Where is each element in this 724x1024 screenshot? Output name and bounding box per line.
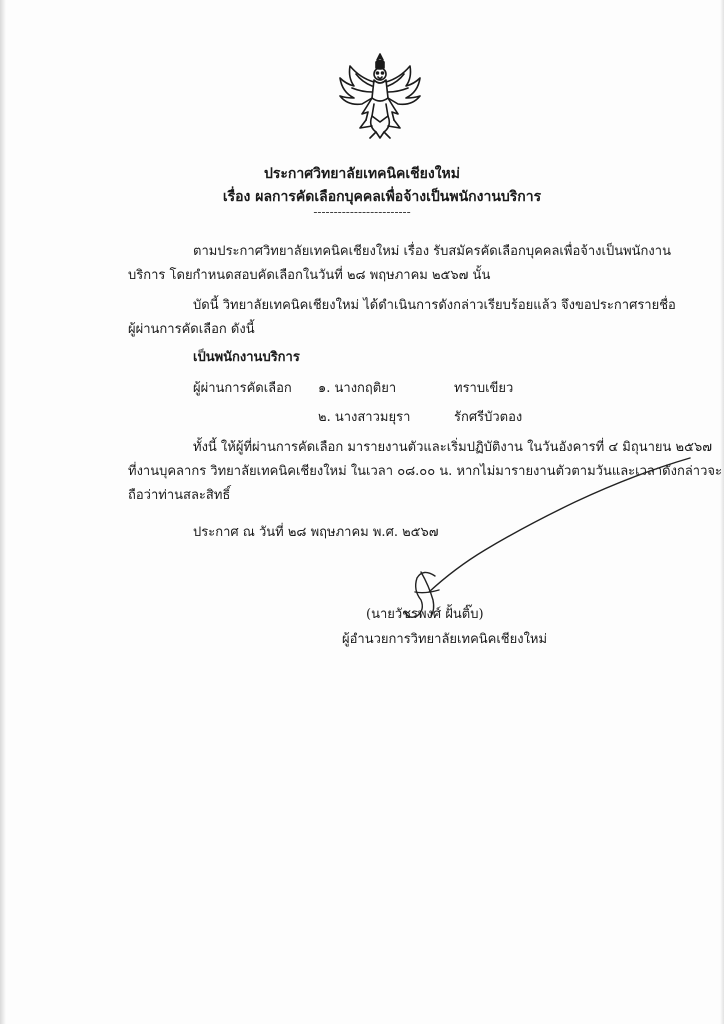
list-label: ผู้ผ่านการคัดเลือก [193,381,292,396]
paragraph-3-line-2: ที่งานบุคลากร วิทยาลัยเทคนิคเชียงใหม่ ในเวลา ๐๘.๐๐ น. หากไม่มารายงานตัวตามวันและเวลาดังกล่าวจะ [128,464,722,479]
candidate-1-name: ๑. นางกฤติยา [318,381,397,396]
candidate-2-surname: รักศรีบัวตอง [454,410,523,425]
signatory-name: (นายวัชรพงศ์ ฝั้นติ๊บ) [366,607,484,622]
title-separator: ------------------------ [313,205,411,219]
scan-edge-right [720,0,724,1024]
paragraph-2-line-2: ผู้ผ่านการคัดเลือก ดังนี้ [128,322,255,337]
paragraph-1-line-2: บริการ โดยกำหนดสอบคัดเลือกในวันที่ ๒๘ พฤษภาคม ๒๕๖๗ นั้น [128,268,491,283]
section-heading: เป็นพนักงานบริการ [193,350,300,365]
announcement-date: ประกาศ ณ วันที่ ๒๘ พฤษภาคม พ.ศ. ๒๕๖๗ [193,525,439,540]
announcement-title: ประกาศวิทยาลัยเทคนิคเชียงใหม่ [263,166,461,182]
candidate-2-name: ๒. นางสาวมยุรา [318,410,411,425]
signatory-position: ผู้อำนวยการวิทยาลัยเทคนิคเชียงใหม่ [342,632,548,647]
announcement-subject: เรื่อง ผลการคัดเลือกบุคคลเพื่อจ้างเป็นพนักงานบริการ [222,189,542,205]
candidate-1-surname: ทราบเขียว [454,381,514,396]
paragraph-1-line-1: ตามประกาศวิทยาลัยเทคนิคเชียงใหม่ เรื่อง รับสมัครคัดเลือกบุคคลเพื่อจ้างเป็นพนักงาน [193,244,671,259]
scan-edge-left [0,0,6,1024]
paragraph-2-line-1: บัดนี้ วิทยาลัยเทคนิคเชียงใหม่ ได้ดำเนินการดังกล่าวเรียบร้อยแล้ว จึงขอประกาศรายชื่อ [193,298,676,313]
paragraph-3-line-3: ถือว่าท่านสละสิทธิ์ [128,488,231,503]
garuda-emblem-icon [332,48,428,144]
paragraph-3-line-1: ทั้งนี้ ให้ผู้ที่ผ่านการคัดเลือก มารายงานตัวและเริ่มปฏิบัติงาน ในวันอังคารที่ ๔ มิถุนายน ๒๕๖๗ [193,440,712,455]
